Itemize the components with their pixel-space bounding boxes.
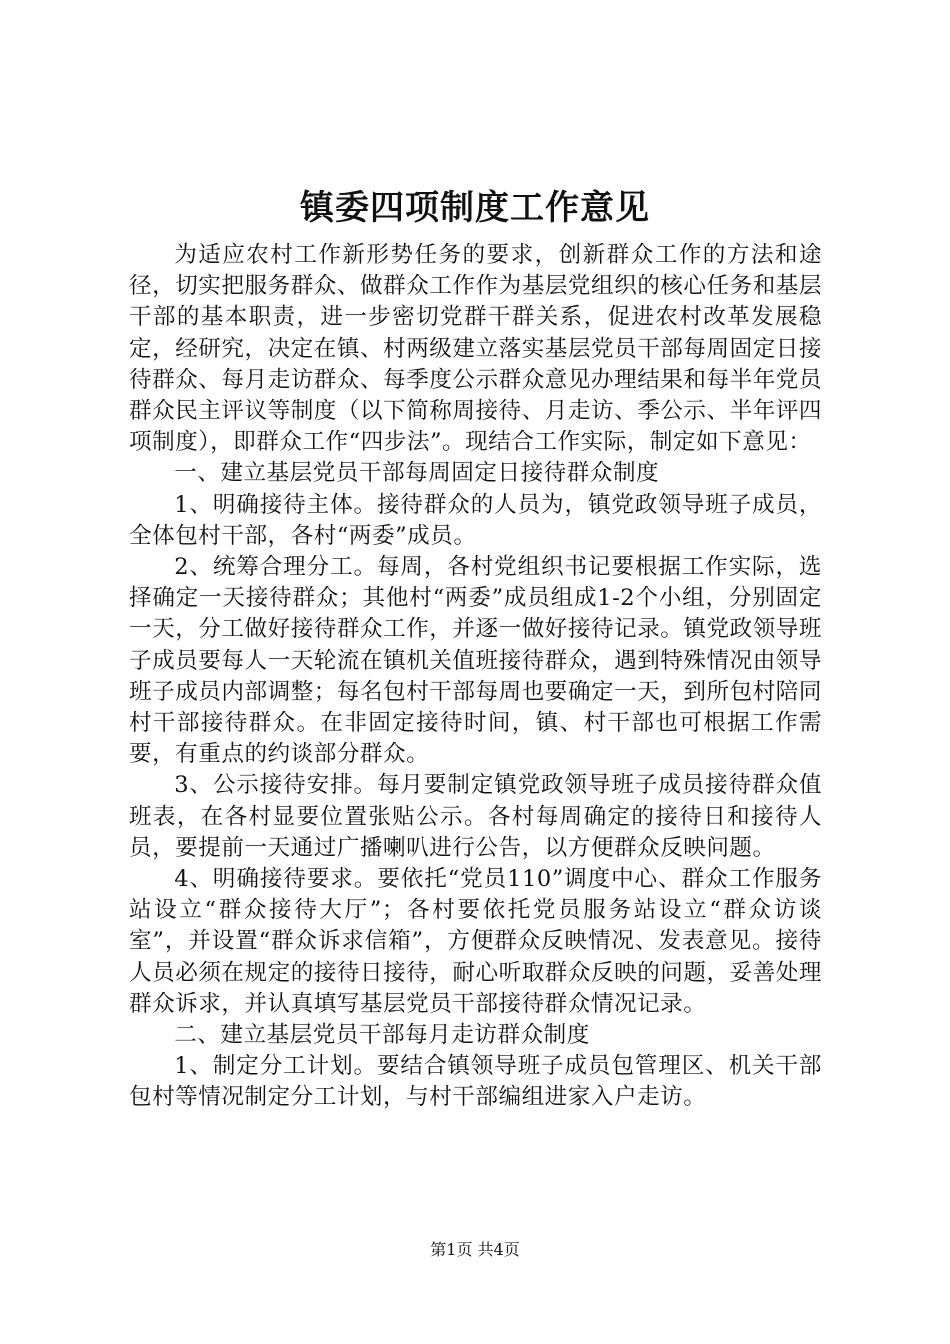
document-title: 镇委四项制度工作意见 [300,188,650,228]
paragraph-1-3: 3、公示接待安排。每月要制定镇党政领导班子成员接待群众值班表，在各村显要位置张贴公示。各村每周确定的接待日和接待人员，要提前一天通过广播喇叭进行公告，以方便群众反映问题。 [129,772,822,861]
paragraph-1-2: 2、统筹合理分工。每周，各村党组织书记要根据工作实际，选择确定一天接待群众；其他村“两委”成员组成1-2个小组，分别固定一天，分工做好接待群众工作，并逐一做好接待记录。镇党政领导班子成员要每人一天轮流在镇机关值班接待群众，遇到特殊情况由领导班子成员内部调整；每名包村干部每周也要确定一天，到所包村陪同村干部接待群众。在非固定接待时间，镇、村干部也可根据工作需要，有重点的约谈部分群众。 [129,554,822,768]
document-body [129,240,822,1114]
paragraph-1-1: 1、明确接待主体。接待群众的人员为，镇党政领导班子成员，全体包村干部，各村“两委”成员。 [129,491,822,549]
paragraph-1-4: 4、明确接待要求。要依托“党员110”调度中心、群众工作服务站设立“群众接待大厅”；各村要依托党员服务站设立“群众访谈室”，并设置“群众诉求信箱”，方便群众反映情况、发表意见。接待人员必须在规定的接待日接待，耐心听取群众反映的问题，妥善处理群众诉求，并认真填写基层党员干部接待群众情况记录。 [129,866,822,1017]
page-footer: 第1页 共4页 [430,1240,520,1259]
paragraph-2-1: 1、制定分工计划。要结合镇领导班子成员包管理区、机关干部包村等情况制定分工计划，与村干部编组进家入户走访。 [129,1053,822,1111]
intro-paragraph: 为适应农村工作新形势任务的要求，创新群众工作的方法和途径，切实把服务群众、做群众工作作为基层党组织的核心任务和基层干部的基本职责，进一步密切党群干群关系，促进农村改革发展稳定，经研究，决定在镇、村两级建立落实基层党员干部每周固定日接待群众、每月走访群众、每季度公示群众意见办理结果和每半年党员群众民主评议等制度（以下简称周接待、月走访、季公示、半年评四项制度），即群众工作“四步法”。现结合工作实际，制定如下意见： [129,242,822,456]
section-heading-2: 二、建立基层党员干部每月走访群众制度 [174,1022,590,1049]
section-heading-1: 一、建立基层党员干部每周固定日接待群众制度 [174,460,660,487]
